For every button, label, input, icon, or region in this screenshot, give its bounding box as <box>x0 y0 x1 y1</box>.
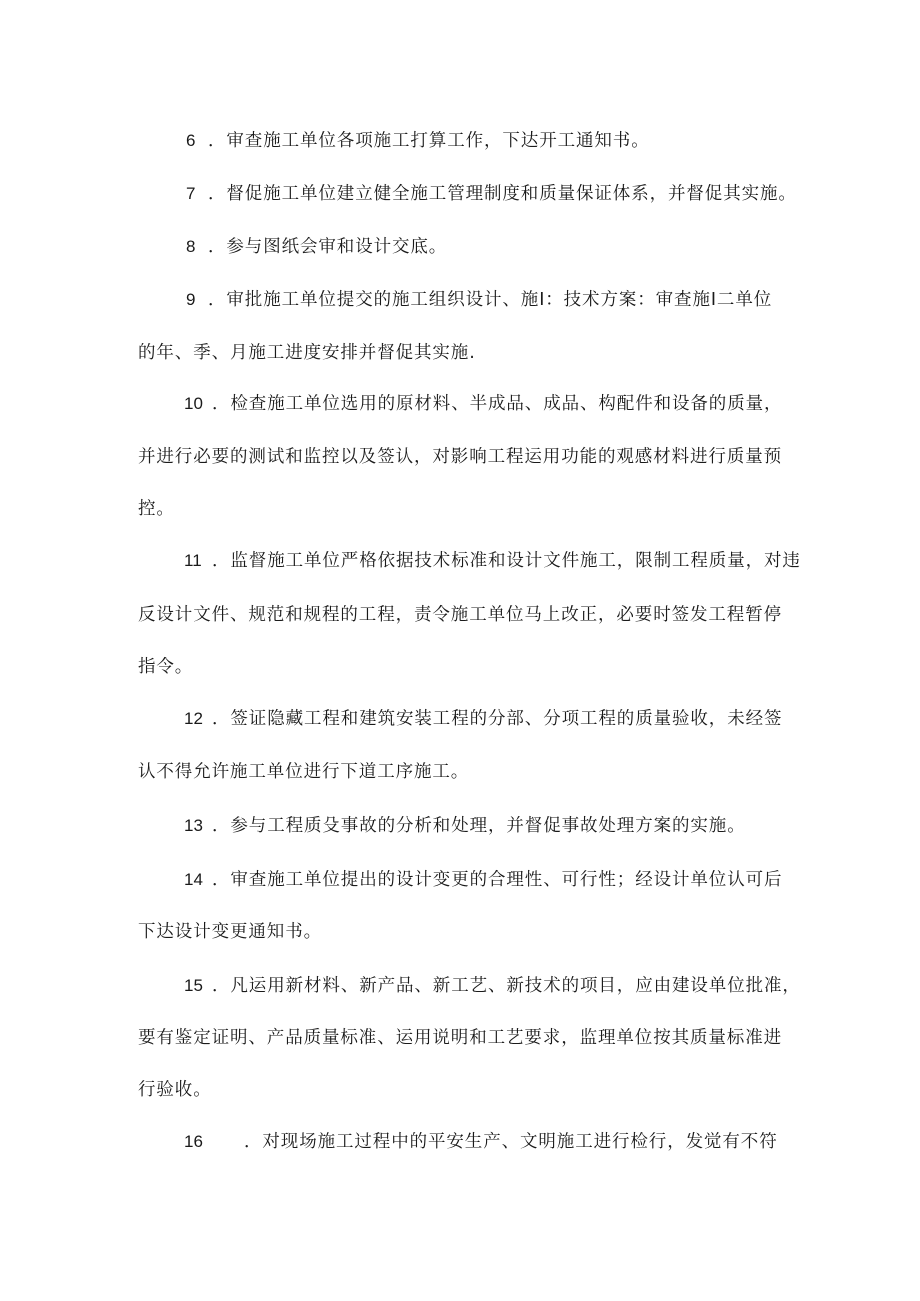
item-16-line-1 <box>184 1127 778 1157</box>
item-text: ．监督施工单位严格依据技术标准和设计文件施工，限制工程质量，对违 <box>212 551 801 571</box>
item-number: 16 <box>184 1132 203 1151</box>
item-number: 8 <box>186 237 196 256</box>
item-number: 9 <box>186 290 196 309</box>
item-text: ．对现场施工过程中的平安生产、文明施工进行检行，发觉有不符 <box>244 1132 778 1152</box>
item-number: 10 <box>184 394 203 413</box>
item-9-line-2: 的年、季、月施工进度安排并督促其实施. <box>138 343 476 363</box>
item-14-line-2: 下达设计变更通知书。 <box>138 922 322 942</box>
item-number: 6 <box>186 131 196 150</box>
item-11-line-2: 反设计文件、规范和规程的工程，责令施工单位马上改正，必要时签发工程暂停 <box>138 605 782 625</box>
item-15-line-3: 行验收。 <box>138 1080 212 1100</box>
item-text: ．检查施工单位选用的原材料、半成品、成品、构配件和设备的质量， <box>212 394 783 414</box>
item-15-line-1 <box>184 971 801 1001</box>
item-10-line-1 <box>184 389 782 419</box>
item-number: 11 <box>184 551 202 570</box>
item-text: ．签证隐藏工程和建筑安装工程的分部、分项工程的质量验收，未经签 <box>212 709 783 729</box>
item-text: ．凡运用新材料、新产品、新工艺、新技术的项目，应由建设单位批准， <box>212 976 801 996</box>
item-number: 13 <box>184 816 203 835</box>
item-7-line-1 <box>186 179 797 209</box>
item-number: 14 <box>184 870 203 889</box>
item-10-line-2: 并进行必要的测试和监控以及签认，对影响工程运用功能的观感材料进行质量预 <box>138 447 782 467</box>
item-number: 12 <box>184 709 203 728</box>
item-15-line-2: 要有鉴定证明、产品质量标准、运用说明和工艺要求，监理单位按其质量标准进 <box>138 1028 782 1048</box>
item-number: 7 <box>186 184 196 203</box>
item-6-line-1 <box>186 126 650 156</box>
item-text: ．参与工程质殳事故的分析和处理，并督促事故处理方案的实施。 <box>212 816 746 836</box>
item-text: ．参与图纸会审和设计交底。 <box>208 237 448 257</box>
item-12-line-1 <box>184 704 782 734</box>
item-11-line-1 <box>184 546 801 576</box>
item-9-line-1 <box>186 285 772 315</box>
item-14-line-1 <box>184 865 782 895</box>
item-12-line-2: 认不得允许施工单位进行下道工序施工。 <box>138 762 470 782</box>
item-11-line-3: 指令。 <box>138 657 194 677</box>
item-text: ．审查施工单位各项施工打算工作，下达开工通知书。 <box>208 131 650 151</box>
item-8-line-1 <box>186 232 447 262</box>
item-13-line-1 <box>184 811 746 841</box>
item-text: ．审查施工单位提出的设计变更的合理性、可行性；经设计单位认可后 <box>212 870 783 890</box>
item-text: ．审批施工单位提交的施工组织设计、施I：技术方案：审查施I二单位 <box>208 290 773 310</box>
item-number: 15 <box>184 976 203 995</box>
item-10-line-3: 控。 <box>138 499 175 519</box>
item-text: ．督促施工单位建立健全施工管理制度和质量保证体系，并督促其实施。 <box>208 184 797 204</box>
